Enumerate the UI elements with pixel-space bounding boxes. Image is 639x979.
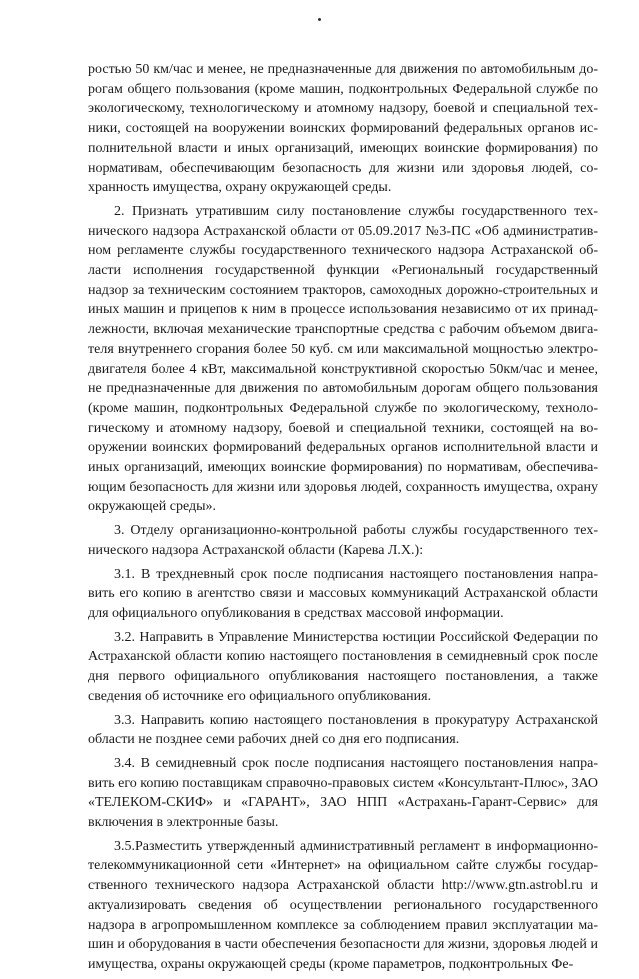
paragraph-3-2: 3.2. Направить в Управление Министерства юстиции Российской Федерации по Астраханской области копию настоящего постановления в семидневный срок после дня первого официального опубликования настоящего постановления, а также сведения об источнике его официального опубликования.	[88, 629, 598, 704]
paragraph-3: 3. Отделу организационно-контрольной работы службы государственного технического надзора Астраханской области (Карева Л.Х.):	[88, 523, 598, 558]
paragraph-3-1: 3.1. В трехдневный срок после подписания настоящего постановления направить его копию в агентство связи и массовых коммуникаций Астраханской области для официального опубликования в средствах массовой информации.	[88, 566, 598, 621]
paragraph-2: 2. Признать утратившим силу постановление службы государственного технического надзора Астраханской области от 05.09.2017 №3-ПС «Об административном регламенте службы государственного технического надзора Астраханской области исполнения государственной функции «Региональный государственный надзор за техническим состоянием тракторов, самоходных дорожно-строительных и иных машин и прицепов к ним в процессе использования независимо от их принадлежности, включая механические транспортные средства с рабочим объемом двигателя внутреннего сгорания более 50 куб. см или максимальной мощностью электродвигателя более 4 кВт, максимальной конструктивной скоростью 50км/час и менее, не предназначенные для движения по автомобильным дорогам общего пользования (кроме машин, подконтрольных Федеральной службе по экологическому, технологическому и атомному надзору, боевой и специальной техники, состоящей на вооружении воинских формирований федеральных органов исполнительной власти и иных организаций, имеющих воинские формирования) по нормативам, обеспечивающим безопасность для жизни или здоровья людей, сохранность имущества, охрану окружающей среды».	[88, 203, 598, 515]
paragraph-3-4: 3.4. В семидневный срок после подписания настоящего постановления направить его копию поставщикам справочно-правовых систем «Консультант-Плюс», ЗАО «ТЕЛЕКОМ-СКИФ» и «ГАРАНТ», ЗАО НПП «Астрахань-Гарант-Сервис» для включения в электронные базы.	[88, 755, 598, 831]
paragraph-continuation: ростью 50 км/час и менее, не предназначенные для движения по автомобильным дорогам общего пользования (кроме машин, подконтрольных Федеральной службе по экологическому, технологическому и атомному надзору, боевой и специальной техники, состоящей на вооружении воинских формирований федеральных органов исполнительной власти и иных организаций, имеющих воинские формирования) по нормативам, обеспечивающим безопасность для жизни или здоровья людей, сохранность имущества, охрану окружающей среды.	[88, 62, 598, 196]
paragraph-3-5: 3.5.Разместить утвержденный административный регламент в информационно-телекоммуникационной сети «Интернет» на официальном сайте службы государственного технического надзора Астраханской области http://www.gtn.astrobl.ru и актуализировать сведения об осуществлении регионального государственного надзора в агропромышленном комплексе за соблюдением правил эксплуатации машин и оборудования в части обеспечения безопасности для жизни, здоровья людей и имущества, охраны окружающей среды (кроме параметров, подконтрольных Фе-	[88, 838, 598, 972]
scan-mark	[318, 18, 321, 21]
paragraph-3-3: 3.3. Направить копию настоящего постановления в прокуратуру Астраханской области не позднее семи рабочих дней со дня его подписания.	[88, 712, 598, 748]
document-body	[88, 60, 598, 979]
